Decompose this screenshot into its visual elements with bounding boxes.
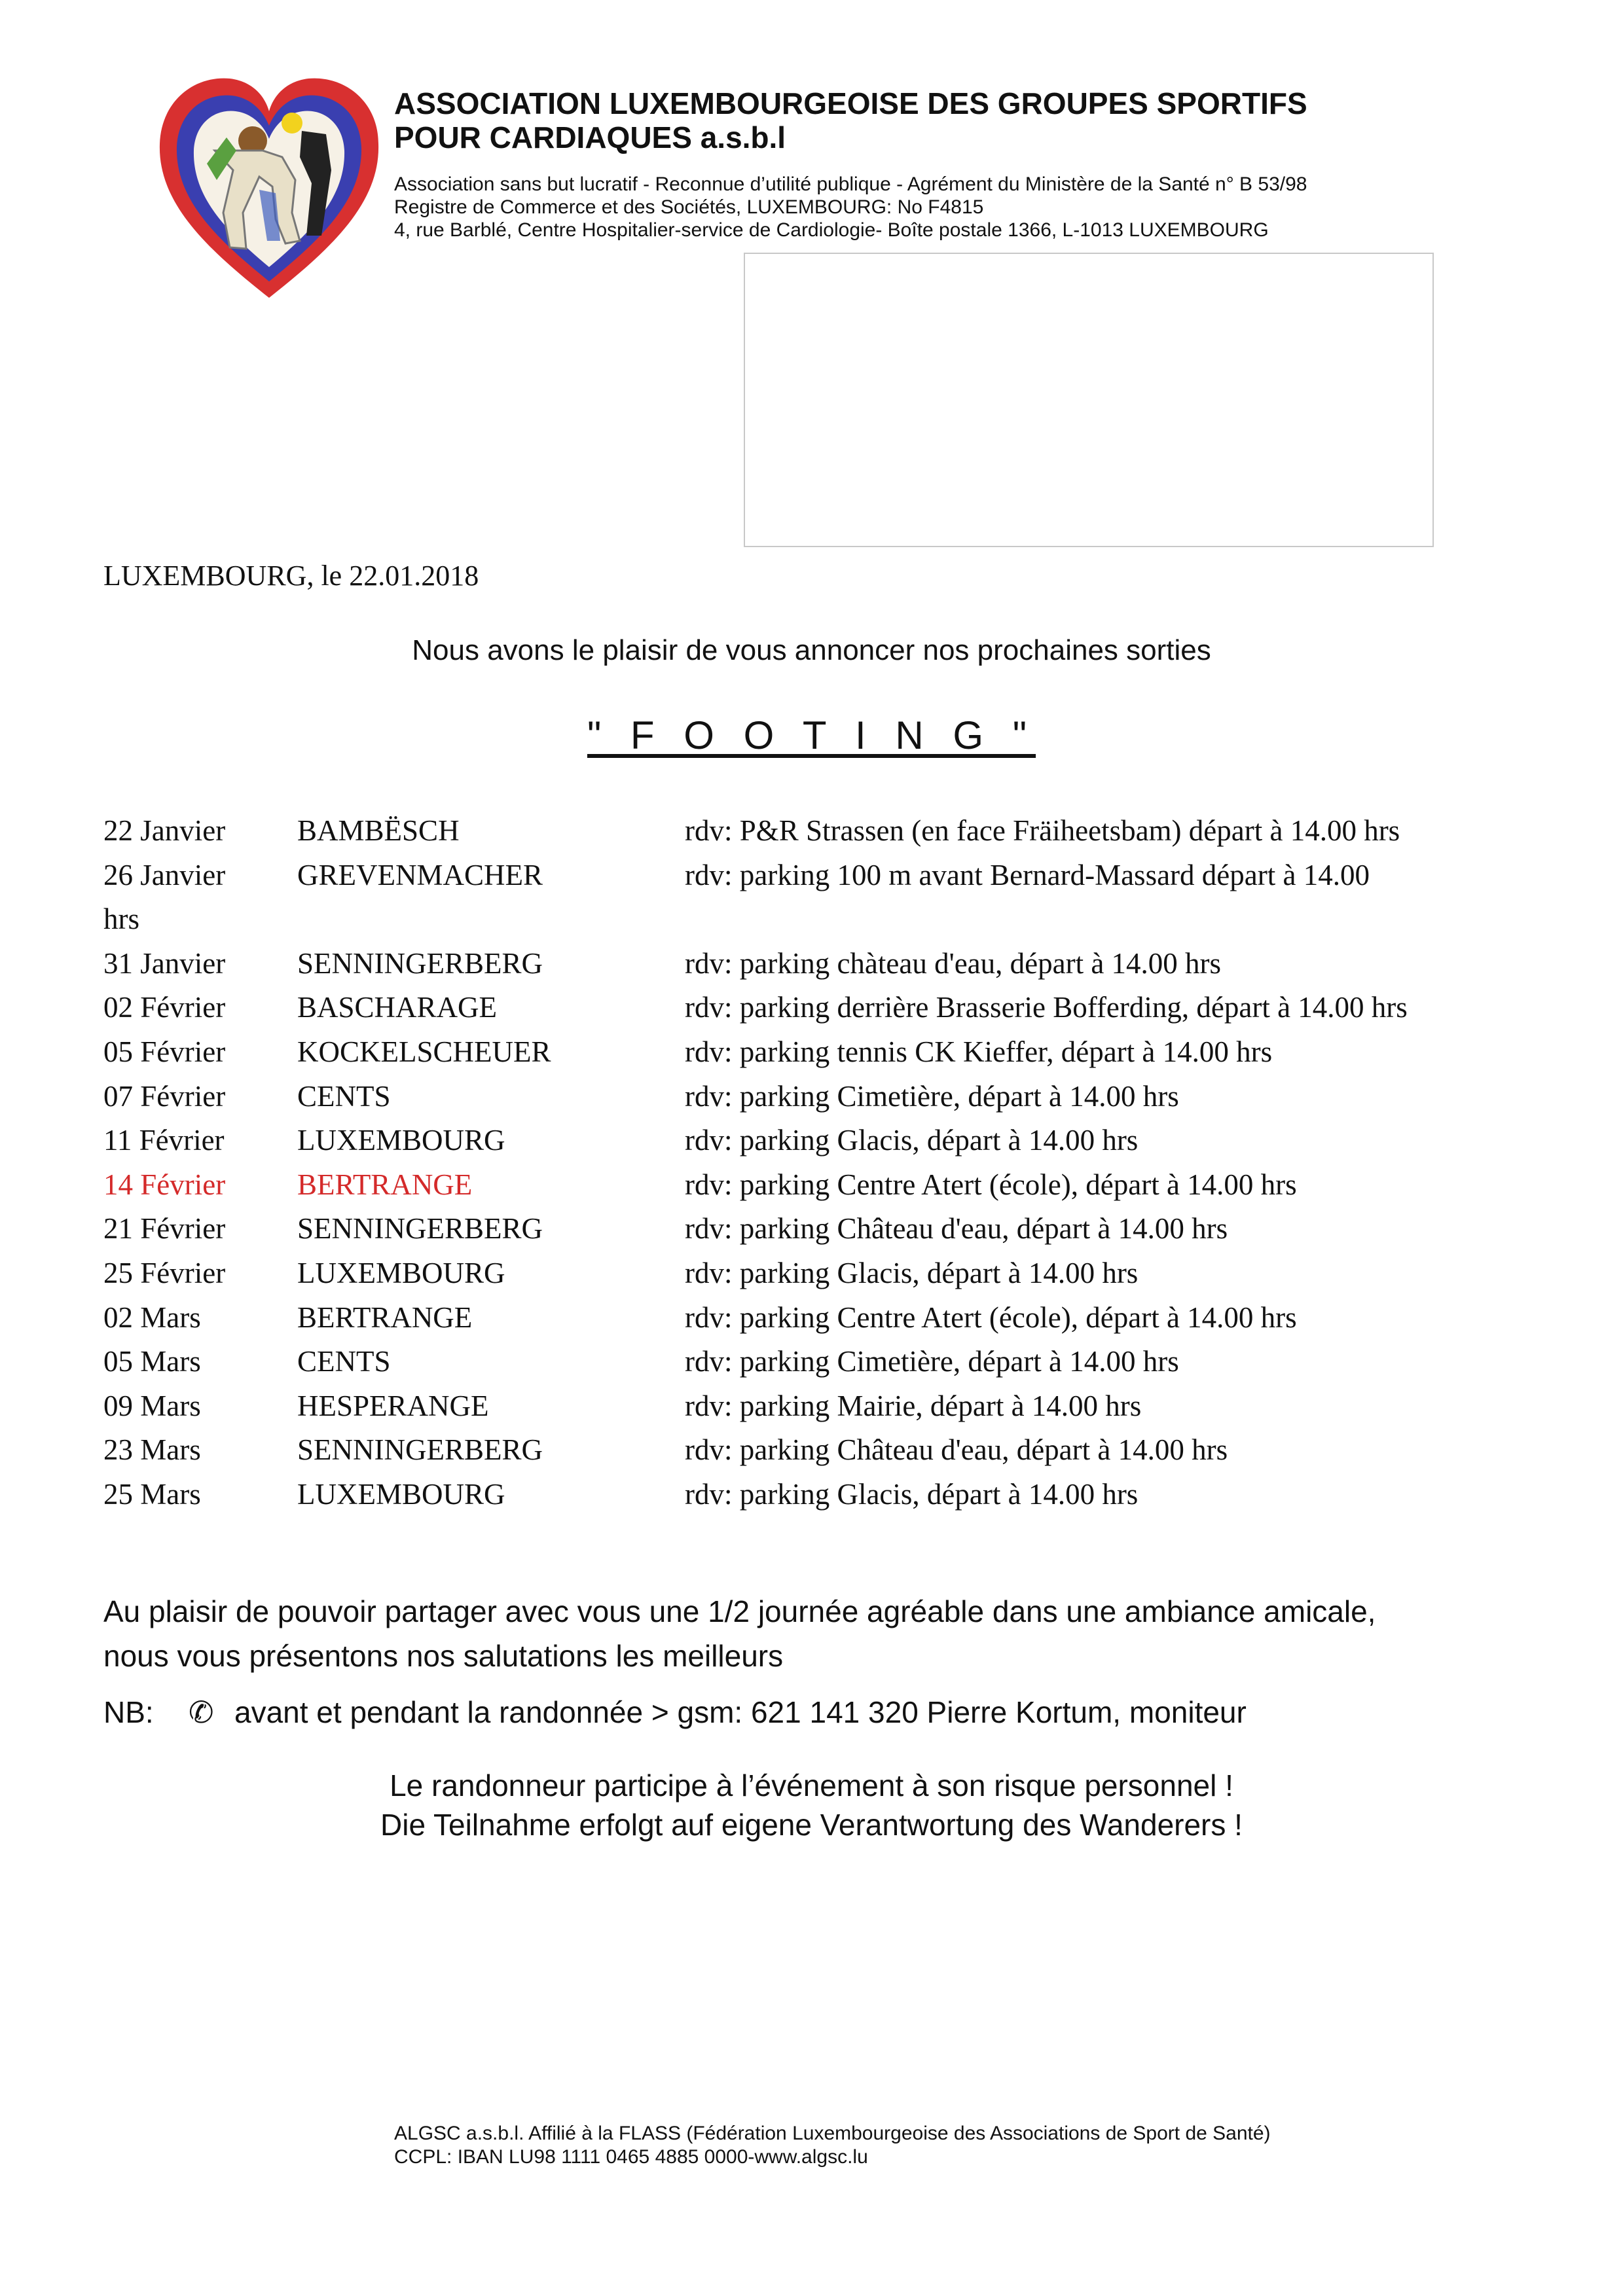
- schedule-place: LUXEMBOURG: [297, 1124, 505, 1157]
- schedule-date: 26 Janvier: [103, 858, 226, 891]
- schedule-date: 11 Février: [103, 1124, 225, 1157]
- nb-note: [103, 1690, 1577, 1734]
- schedule-meeting-point: rdv: parking tennis CK Kieffer, départ à 14.00 hrs: [685, 1035, 1273, 1068]
- schedule-meeting-point: rdv: parking Château d'eau, départ à 14.00 hrs: [685, 1212, 1228, 1246]
- closing-line-1: Au plaisir de pouvoir partager avec vous une 1/2 journée agréable dans une ambiance amicale,: [103, 1594, 1376, 1628]
- schedule-place: BERTRANGE: [297, 1300, 473, 1334]
- schedule-place: CENTS: [297, 1345, 391, 1378]
- schedule-date: 25 Mars: [103, 1477, 201, 1511]
- schedule-date: 07 Février: [103, 1079, 226, 1113]
- disclaimer-german: Die Teilnahme erfolgt auf eigene Verantwortung des Wanderers !: [380, 1808, 1243, 1842]
- footer-line-2: CCPL: IBAN LU98 1111 0465 4885 0000-www.algsc.lu: [394, 2146, 868, 2168]
- heart-logo-icon: [155, 72, 384, 308]
- closing-paragraph: [103, 1589, 1577, 1678]
- event-title: " F O O T I N G ": [587, 713, 1036, 757]
- phone-icon: ✆: [189, 1695, 214, 1729]
- schedule-place: HESPERANGE: [297, 1389, 489, 1422]
- schedule-meeting-point: rdv: parking Glacis, départ à 14.00 hrs: [685, 1124, 1139, 1157]
- organization-info-line-3: 4, rue Barblé, Centre Hospitalier-service de Cardiologie- Boîte postale 1366, L-1013 LUXEMBOURG: [394, 219, 1269, 241]
- nb-label: NB:: [103, 1695, 154, 1729]
- schedule-meeting-point: rdv: parking Château d'eau, départ à 14.00 hrs: [685, 1433, 1228, 1467]
- schedule-list: [103, 809, 1583, 1517]
- schedule-date: 14 Février: [103, 1168, 226, 1201]
- schedule-place: BASCHARAGE: [297, 991, 498, 1024]
- schedule-row: [103, 1207, 1583, 1251]
- organization-info-line-1: Association sans but lucratif - Reconnue d’utilité publique - Agrément du Ministère de la Santé n° B 53/98: [394, 173, 1307, 195]
- organization-name-line-2: POUR CARDIAQUES a.s.b.l: [394, 120, 786, 154]
- schedule-meeting-point-continued: hrs: [103, 903, 139, 936]
- schedule-place: KOCKELSCHEUER: [297, 1035, 551, 1068]
- schedule-meeting-point: rdv: parking Cimetière, départ à 14.00 hrs: [685, 1079, 1179, 1113]
- disclaimer-french: Le randonneur participe à l’événement à son risque personnel !: [390, 1768, 1233, 1803]
- disclaimer: [0, 1766, 1623, 1844]
- schedule-row: [103, 1428, 1583, 1473]
- schedule-row: [103, 1030, 1583, 1075]
- schedule-place: BERTRANGE: [297, 1168, 473, 1201]
- schedule-meeting-point: rdv: parking derrière Brasserie Bofferding, départ à 14.00 hrs: [685, 991, 1408, 1024]
- organization-info-line-2: Registre de Commerce et des Sociétés, LUXEMBOURG: No F4815: [394, 196, 984, 218]
- schedule-date: 02 Février: [103, 991, 226, 1024]
- schedule-meeting-point: rdv: parking Centre Atert (école), départ à 14.00 hrs: [685, 1300, 1297, 1334]
- schedule-place: LUXEMBOURG: [297, 1477, 505, 1511]
- schedule-date: 22 Janvier: [103, 814, 226, 847]
- schedule-row: [103, 942, 1583, 986]
- organization-name: [394, 86, 1507, 154]
- schedule-meeting-point: rdv: parking Glacis, départ à 14.00 hrs: [685, 1256, 1139, 1289]
- schedule-row-highlighted: [103, 1163, 1583, 1208]
- schedule-row: [103, 1384, 1583, 1429]
- address-window: [744, 253, 1434, 547]
- organization-info: [394, 173, 1507, 242]
- schedule-meeting-point: rdv: P&R Strassen (en face Fräiheetsbam) départ à 14.00 hrs: [685, 814, 1400, 847]
- schedule-place: CENTS: [297, 1079, 391, 1113]
- organization-name-line-1: ASSOCIATION LUXEMBOURGEOISE DES GROUPES SPORTIFS: [394, 86, 1307, 120]
- schedule-place: SENNINGERBERG: [297, 946, 543, 980]
- closing-line-2: nous vous présentons nos salutations les meilleurs: [103, 1639, 784, 1673]
- schedule-date: 02 Mars: [103, 1300, 201, 1334]
- schedule-row: [103, 853, 1583, 942]
- schedule-date: 05 Mars: [103, 1345, 201, 1378]
- schedule-place: LUXEMBOURG: [297, 1256, 505, 1289]
- schedule-row: [103, 809, 1583, 853]
- schedule-place: BAMBËSCH: [297, 814, 460, 847]
- schedule-date: 31 Janvier: [103, 946, 226, 980]
- schedule-meeting-point: rdv: parking Centre Atert (école), départ à 14.00 hrs: [685, 1168, 1297, 1201]
- schedule-row: [103, 986, 1583, 1030]
- schedule-place: SENNINGERBERG: [297, 1433, 543, 1467]
- schedule-date: 21 Février: [103, 1212, 226, 1246]
- schedule-row: [103, 1119, 1583, 1163]
- footer: [394, 2122, 1507, 2169]
- schedule-place: GREVENMACHER: [297, 858, 543, 891]
- place-date: LUXEMBOURG, le 22.01.2018: [103, 560, 479, 592]
- schedule-date: 09 Mars: [103, 1389, 201, 1422]
- footer-line-1: ALGSC a.s.b.l. Affilié à la FLASS (Fédération Luxembourgeoise des Associations de Sport de Santé): [394, 2123, 1271, 2144]
- schedule-place: SENNINGERBERG: [297, 1212, 543, 1246]
- schedule-row: [103, 1340, 1583, 1384]
- schedule-row: [103, 1473, 1583, 1517]
- schedule-row: [103, 1075, 1583, 1119]
- schedule-row: [103, 1251, 1583, 1296]
- schedule-meeting-point: rdv: parking 100 m avant Bernard-Massard départ à 14.00: [685, 858, 1370, 891]
- schedule-date: 23 Mars: [103, 1433, 201, 1467]
- schedule-meeting-point: rdv: parking Glacis, départ à 14.00 hrs: [685, 1477, 1139, 1511]
- schedule-meeting-point: rdv: parking chàteau d'eau, départ à 14.00 hrs: [685, 946, 1222, 980]
- schedule-meeting-point: rdv: parking Mairie, départ à 14.00 hrs: [685, 1389, 1142, 1422]
- schedule-meeting-point: rdv: parking Cimetière, départ à 14.00 hrs: [685, 1345, 1179, 1378]
- schedule-date: 25 Février: [103, 1256, 226, 1289]
- schedule-date: 05 Février: [103, 1035, 226, 1068]
- intro-text: Nous avons le plaisir de vous annoncer nos prochaines sorties: [412, 634, 1211, 666]
- schedule-row: [103, 1296, 1583, 1340]
- nb-text: avant et pendant la randonnée > gsm: 621 141 320 Pierre Kortum, moniteur: [234, 1695, 1247, 1729]
